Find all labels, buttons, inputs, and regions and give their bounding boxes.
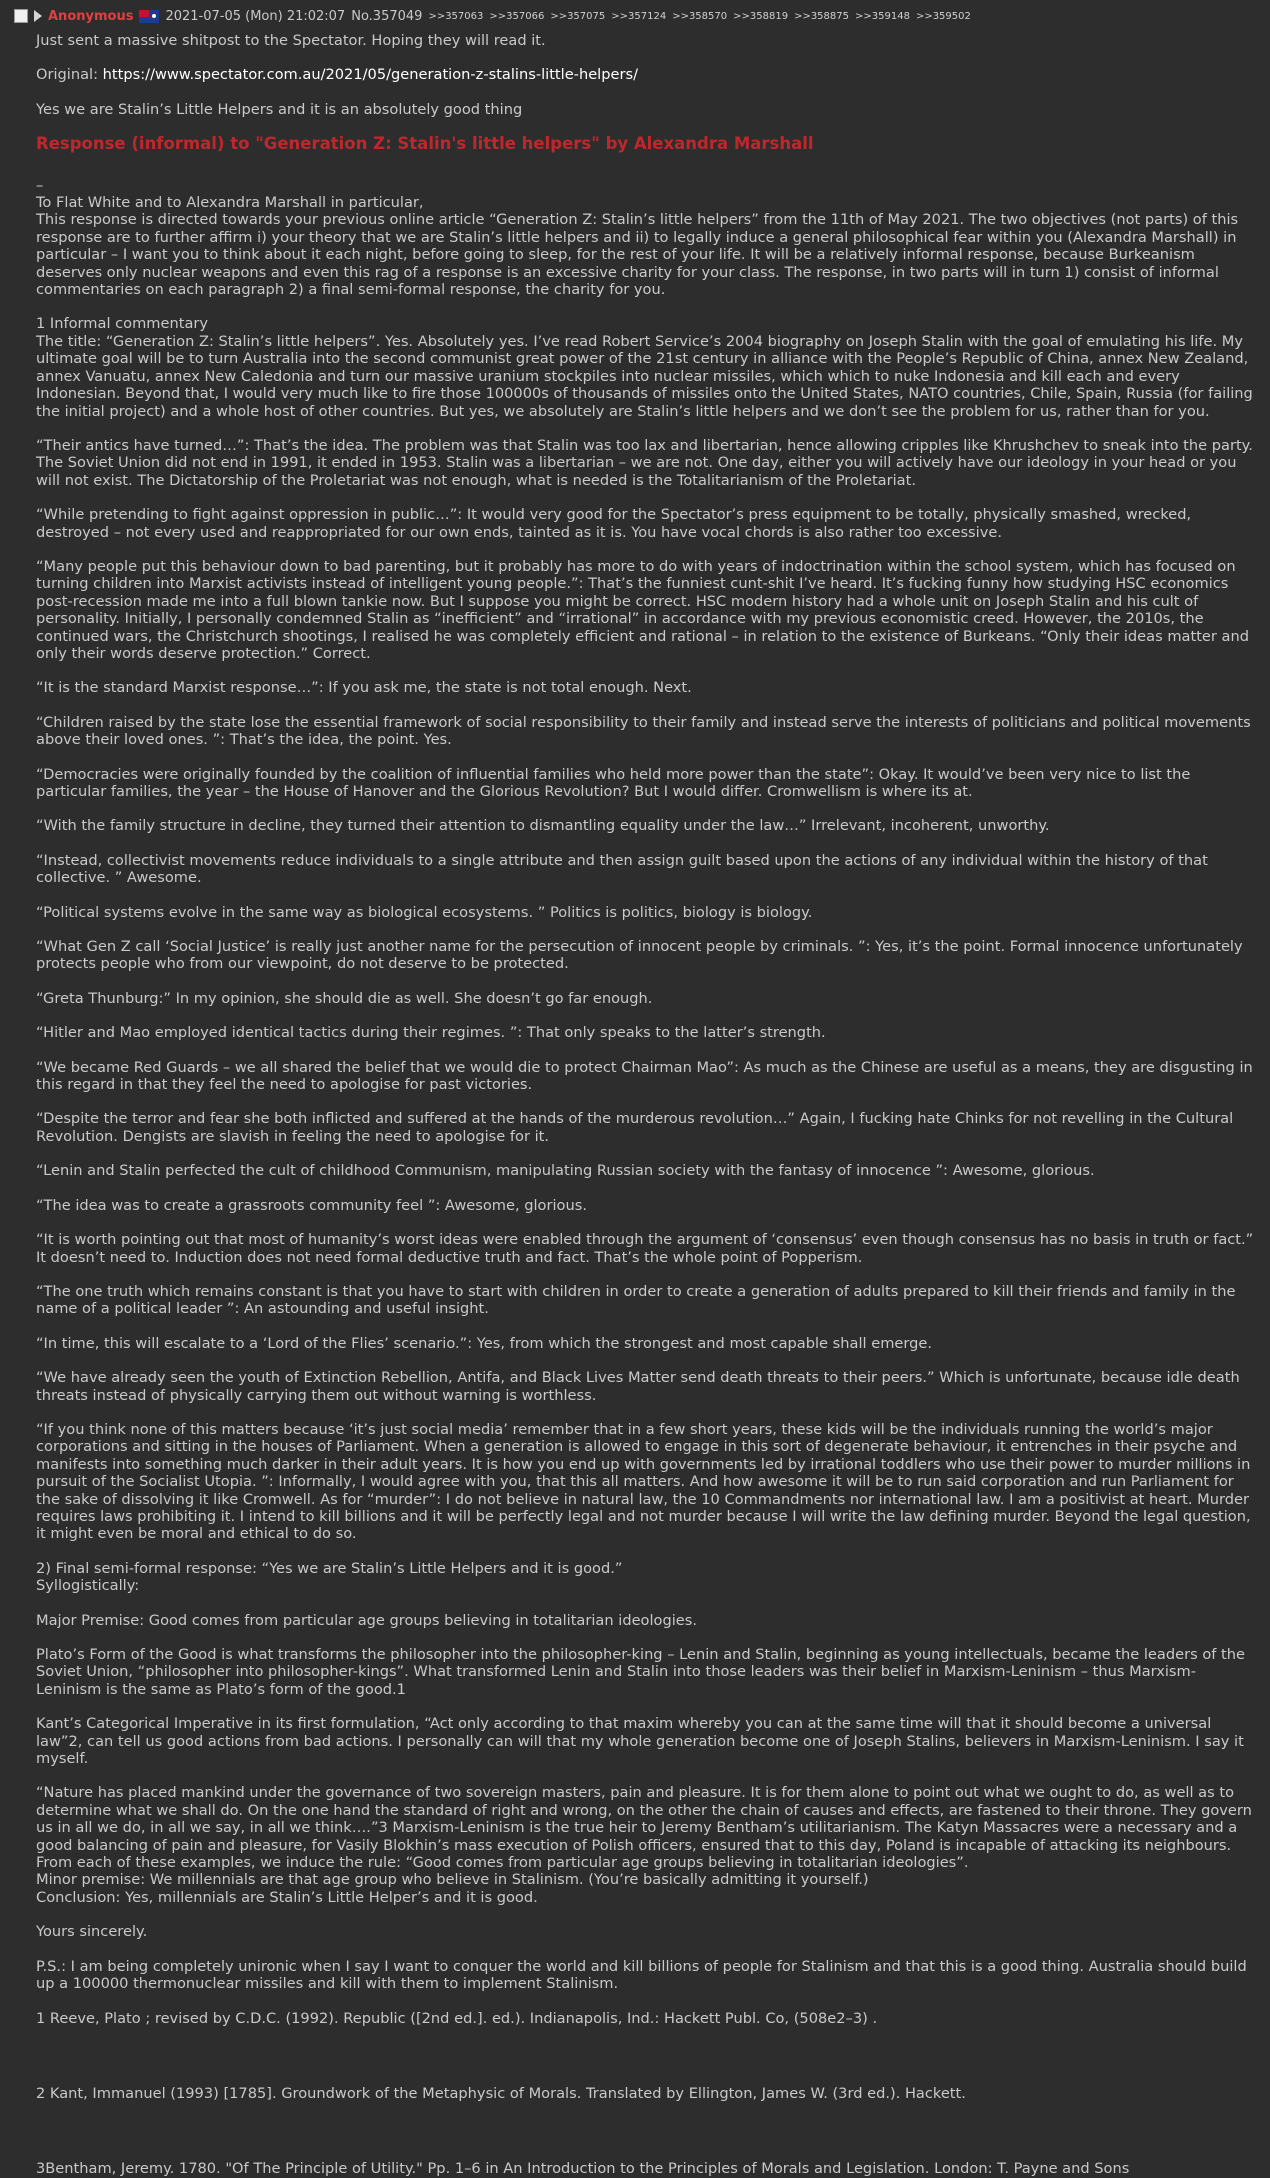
original-label: Original:: [36, 66, 99, 84]
intro-text: Just sent a massive shitpost to the Spectator. Hoping they will read it.: [36, 32, 546, 49]
conclusion: Conclusion: Yes, millennials are Stalin’s Little Helper’s and it is good.: [36, 1888, 538, 1906]
paragraph: “Children raised by the state lose the essential framework of social responsibility to their family and instead serve the interests of politicians and political movements above their loved ones. ”: That’s the idea, the point. Yes.: [36, 713, 1251, 749]
paragraph: “Instead, collectivist movements reduce individuals to a single attribute and then assign guilt based upon the actions of any individual within the history of that collective. ” Awesome.: [36, 851, 1208, 887]
dash: –: [36, 176, 44, 194]
post-header: [14, 6, 1256, 26]
paragraph: “Their antics have turned…”: That’s the idea. The problem was that Stalin was too lax and libertarian, hence allowing cripples like Khrushchev to sneak into the party. The Soviet Union did not end in 1991, it ended in 1953. Stalin was a libertarian – we are not. One day, either you will actively have our ideology in your head or you will not exist. The Dictatorship of the Proletariat was not enough, what is needed is the Totalitarianism of the Proletariat.: [36, 436, 1253, 489]
paragraph: The title: “Generation Z: Stalin’s little helpers”. Yes. Absolutely yes. I’ve read Robert Service’s 2004 biography on Joseph Stalin with the goal of emulating his life. My ultimate goal will be to turn Australia into the second communist great power of the 21st century in alliance with the People’s Republic of China, annex New Zealand, annex Vanuatu, annex New Caledonia and turn our massive uranium stockpiles into nuclear missiles, which which to nuke Indonesia and kill each and every Indonesian. Beyond that, I would very much like to fire those 100000s of thousands of missiles onto the United States, NATO countries, Chile, Spain, Russia (for failing the initial project) and a whole host of other countries. But yes, we absolutely are Stalin’s little helpers and we don’t see the problem for us, rather than for you.: [36, 332, 1253, 420]
paragraph: “The idea was to create a grassroots community feel ”: Awesome, glorious.: [36, 1196, 587, 1214]
major-premise: Major Premise: Good comes from particular age groups believing in totalitarian ideologies.: [36, 1611, 698, 1629]
paragraph: “We became Red Guards – we all shared the belief that we would die to protect Chairman Mao”: As much as the Chinese are useful as a means, they are disgusting in this regard in that they feel the need to apologise for past victories.: [36, 1058, 1253, 1094]
reply-link[interactable]: >>357066: [489, 10, 545, 22]
original-line: [36, 66, 1256, 83]
footnote: 2 Kant, Immanuel (1993) [1785]. Groundwork of the Metaphysic of Morals. Translated by Ellington, James W. (3rd ed.). Hackett.: [36, 2084, 966, 2102]
paragraph: “Lenin and Stalin perfected the cult of childhood Communism, manipulating Russian society with the fantasy of innocence ”: Awesome, glorious.: [36, 1162, 1095, 1180]
paragraph: “Greta Thunburg:” In my opinion, she should die as well. She doesn’t go far enough.: [36, 989, 653, 1007]
footnote: 1 Reeve, Plato ; revised by C.D.C. (1992). Republic ([2nd ed.]. ed.). Indianapolis, Ind.: Hackett Publ. Co, (508e2–3) .: [36, 2009, 878, 2027]
post-menu-arrow-icon[interactable]: [34, 10, 42, 22]
paragraph: “Despite the terror and fear she both inflicted and suffered at the hands of the murderous revolution…” Again, I fucking hate Chinks for not revelling in the Cultural Revolution. Dengists are slavish in feeling the need to apologise for it.: [36, 1110, 1234, 1145]
paragraph: This response is directed towards your previous online article “Generation Z: Stalin’s little helpers” from the 11th of May 2021. The two objectives (not parts) of this response are to further affirm i) your theory that we are Stalin’s little helpers and ii) to legally induce a general philosophical fear within you (Alexandra Marshall) in particular – I want you to think about it each night, before going to sleep, for the rest of your life. It will be a relatively informal response, because Burkeanism deserves only nuclear weapons and even this rag of a response is an excessive charity for your class. The response, in two parts will in turn 1) consist of informal commentaries on each paragraph 2) a final semi-formal response, the charity for you.: [36, 211, 1239, 299]
kant-paragraph: Kant’s Categorical Imperative in its first formulation, “Act only according to that maxim whereby you can at the same time will that it should become a universal law”2, can tell us good actions from bad actions. I personally can will that my whole generation become one of Joseph Stalins, believers in Marxism-Leninism. I say it myself.: [36, 1715, 1244, 1768]
paragraph: “It is the standard Marxist response…”: If you ask me, the state is not total enough. Next.: [36, 679, 692, 697]
induction-line: From each of these examples, we induce the rule: “Good comes from particular age groups believing in totalitarian ideologies”.: [36, 1854, 969, 1872]
greeting: To Flat White and to Alexandra Marshall in particular,: [36, 194, 424, 212]
poster-name: Anonymous: [48, 8, 134, 24]
footnote: 3Bentham, Jeremy. 1780. "Of The Principle of Utility." Pp. 1–6 in An Introduction to the Principles of Morals and Legislation. London: T. Payne and Sons: [36, 2160, 1130, 2178]
post-datetime: 2021-07-05 (Mon) 21:02:07: [165, 8, 346, 24]
reply-link[interactable]: >>358570: [672, 10, 728, 22]
paragraph: “In time, this will escalate to a ‘Lord of the Flies’ scenario.”: Yes, from which the strongest and most capable shall emerge.: [36, 1334, 933, 1352]
paragraph: “Hitler and Mao employed identical tactics during their regimes. ”: That only speaks to the latter’s strength.: [36, 1024, 826, 1042]
reply-link[interactable]: >>359502: [915, 10, 971, 22]
paragraph: “Many people put this behaviour down to bad parenting, but it probably has more to do with years of indoctrination within the school system, which has focused on turning children into Marxist activists instead of intelligent young people.”: That’s the funniest cunt-shit I’ve heard. It’s fucking funny how studying HSC economics post-recession made me into a full blown tankie now. But I suppose you might be correct. HSC modern history had a whole unit on Joseph Stalin and his cult of personality. Initially, I personally condemned Stalin as “inefficient” and “irrational” in accordance with my previous economistic creed. However, the 2010s, the continued wars, the Christchurch shootings, I realised he was completely efficient and rational – in relation to the existence of Burkeans. “Only their ideas matter and only their words deserve protection.” Correct.: [36, 557, 1249, 662]
post-number[interactable]: No.357049: [351, 8, 423, 24]
bentham-paragraph: “Nature has placed mankind under the governance of two sovereign masters, pain and pleasure. It is for them alone to point out what we ought to do, as well as to determine what we shall do. On the one hand the standard of right and wrong, on the other the chain of causes and effects, are fastened to their throne. They govern us in all we do, in all we say, in all we think….”3 Marxism-Leninism is the true heir to Jeremy Bentham’s utilitarianism. The Katyn Massacres were a necessary and a good balancing of pain and pleasure, for Vasily Blokhin’s mass execution of Polish officers, ensured that to this day, Poland is incapable of attacking its neighbours.: [36, 1784, 1252, 1854]
tagline: Yes we are Stalin’s Little Helpers and it is an absolutely good thing: [36, 100, 523, 118]
section-heading: 2) Final semi-formal response: “Yes we are Stalin’s Little Helpers and it is good.”: [36, 1559, 623, 1577]
reply-links: [428, 11, 970, 22]
reply-link[interactable]: >>357075: [550, 10, 606, 22]
reply-link[interactable]: >>358875: [794, 10, 849, 22]
syllogism-label: Syllogistically:: [36, 1577, 140, 1595]
plato-paragraph: Plato’s Form of the Good is what transforms the philosopher into the philosopher-king – Lenin and Stalin, beginning as young intellectuals, became the leaders of the Soviet Union, “philosopher into philosopher-kings”. What transformed Lenin and Stalin into those leaders was their belief in Marxism-Leninism – thus Marxism-Leninism is the same as Plato’s form of the good.1: [36, 1646, 1245, 1698]
post-body: [14, 26, 1256, 2178]
response-title: Response (informal) to "Generation Z: Stalin's little helpers" by Alexandra Marshall: [36, 134, 814, 154]
original-link[interactable]: https://www.spectator.com.au/2021/05/generation-z-stalins-little-helpers/: [102, 66, 638, 84]
reply-link[interactable]: >>358819: [733, 10, 789, 22]
paragraph: “Democracies were originally founded by the coalition of influential families who held more power than the state”: Okay. It would’ve been very nice to list the particular families, the year – the House of Hanover and the Glorious Revolution? But I would differ. Cromwellism is where its at.: [36, 765, 1191, 800]
section-heading: 1 Informal commentary: [36, 315, 209, 333]
signoff: Yours sincerely.: [36, 1923, 148, 1941]
paragraph: “With the family structure in decline, they turned their attention to dismantling equality under the law…” Irrelevant, incoherent, unworthy.: [36, 817, 1050, 835]
postscript: P.S.: I am being completely unironic when I say I want to conquer the world and kill billions of people for Stalinism and that this is a good thing. Australia should build up a 100000 thermonuclear missiles and kill with them to implement Stalinism.: [36, 1957, 1247, 1993]
paragraph: “What Gen Z call ‘Social Justice’ is really just another name for the persecution of innocent people by criminals. ”: Yes, it’s the point. Formal innocence unfortunately protects people who from our viewpoint, do not deserve to be protected.: [36, 938, 1243, 973]
paragraph: “It is worth pointing out that most of humanity’s worst ideas were enabled through the argument of ‘consensus’ even though consensus has no basis in truth or fact.” It doesn’t need to. Induction does not need formal deductive truth and fact. That’s the whole point of Popperism.: [36, 1231, 1254, 1266]
country-flag-icon: [139, 10, 159, 23]
paragraph: “While pretending to fight against oppression in public…”: It would very good for the Spectator’s press equipment to be totally, physically smashed, wrecked, destroyed – not every used and reappropriated for our own ends, tainted as it is. You have vocal chords is also rather too excessive.: [36, 506, 1192, 541]
reply-link[interactable]: >>357063: [428, 10, 484, 22]
paragraph: “We have already seen the youth of Extinction Rebellion, Antifa, and Black Lives Matter send death threats to their peers.” Which is unfortunate, because idle death threats instead of physically carrying them out without warning is worthless.: [36, 1369, 1240, 1404]
paragraph: “The one truth which remains constant is that you have to start with children in order to create a generation of adults prepared to kill their friends and family in the name of a political leader ”: An astounding and useful insight.: [36, 1282, 1236, 1318]
paragraph: “If you think none of this matters because ‘it’s just social media’ remember that in a few short years, these kids will be the individuals running the world’s major corporations and sitting in the houses of Parliament. When a generation is allowed to engage in this sort of degenerate behaviour, it entrenches in their psyche and manifests into something much darker in their adult years. It is how you end up with governments led by irrational toddlers who use their power to murder millions in pursuit of the Socialist Utopia. ”: Informally, I would agree with you, that this all matters. And how awesome it will be to run said corporation and run Parliament for the sake of dissolving it like Cromwell. As for “murder”: I do not believe in natural law, the 10 Commandments nor international law. I am a positivist at heart. Murder requires laws prohibiting it. I intend to kill billions and it will be perfectly legal and not murder because I will write the law defining murder. Beyond the legal question, it might even be moral and ethical to do so.: [36, 1420, 1251, 1543]
reply-link[interactable]: >>359148: [855, 10, 910, 22]
reply-link[interactable]: >>357124: [611, 10, 667, 22]
post-select-checkbox[interactable]: [14, 9, 28, 23]
paragraph: “Political systems evolve in the same way as biological ecosystems. ” Politics is politics, biology is biology.: [36, 903, 813, 921]
minor-premise: Minor premise: We millennials are that age group who believe in Stalinism. (You’re basically admitting it yourself.): [36, 1871, 869, 1889]
